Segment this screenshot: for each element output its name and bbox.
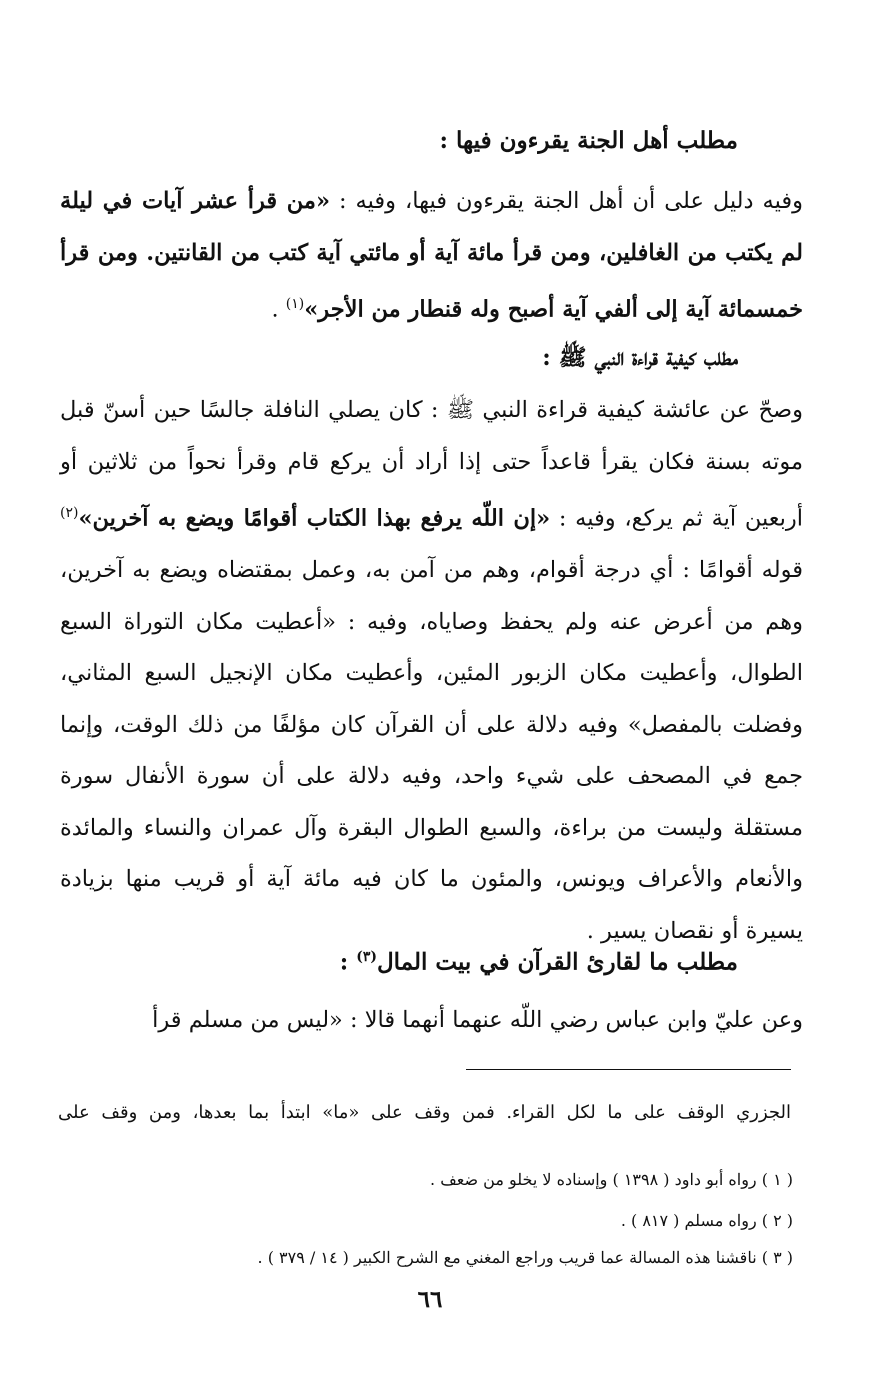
heading-text: مطلب أهل الجنة يقرءون فيها :	[439, 127, 738, 154]
section-heading-prophet-recitation	[60, 341, 738, 375]
paragraph-text: وعن عليّ وابن عباس رضي اللّه عنهما أنهما قالا : «ليس من مسلم قرأ	[152, 1007, 803, 1033]
footnote-continuation: الجزري الوقف على ما لكل القراء. فمن وقف على «ما» ابتدأ بما بعدها، ومن وقف على	[58, 1102, 791, 1123]
paragraph-treasury	[60, 995, 803, 1047]
paragraph-intro: وفيه دليل على أن أهل الجنة يقرءون فيها، وفيه :	[338, 188, 803, 214]
paragraph-text-part2: قوله أقوامًا : أي درجة أقوام، وهم من آمن به، وعمل بمقتضاه ويضع به آخرين، وهم من أعرض عنه ولم يحفظ وصاياه، وفيه : «أعطيت مكان التوراة السبع الطوال، وأعطيت مكان الزبور المئين، وأعطيت مكان الإنجيل السبع المثاني، وفضلت بالمفصل» وفيه دلالة على أن القرآن كان مؤلفًا من ذلك الوقت، وإنما جمع في المصحف على شيء واحد، وفيه دلالة على أن سورة الأنفال سورة مستقلة وليست من براءة، والسبع الطوال البقرة وآل عمران والنساء والمائدة والأنعام والأعراف ويونس، والمئون ما كان فيه مائة آية أو قريب منها بزيادة يسيرة أو نقصان يسير .	[60, 557, 803, 944]
hadith-quote: «إن اللّه يرفع بهذا الكتاب أقوامًا ويضع به آخرين»	[78, 505, 551, 532]
footnote-ref-2: (٢)	[60, 505, 79, 521]
footnote-2: ( ٢ ) رواه مسلم ( ٨١٧ ) .	[620, 1211, 793, 1230]
hadith-quote: «من قرأ عشر آيات في ليلة لم يكتب من الغافلين، ومن قرأ مائة آية أو مائتي آية كتب من القانتين. ومن قرأ خمسمائة آية إلى ألفي آية أصبح وله قنطار من الأجر»	[60, 188, 803, 323]
footnote-separator	[466, 1069, 791, 1070]
section-heading-treasury	[60, 940, 738, 980]
page-number: ٦٦	[417, 1286, 443, 1313]
paragraph-text-part1: وصحّ عن عائشة كيفية قراءة النبي ﷺ : كان يصلي النافلة جالسًا حين أسنّ قبل موته بسنة فكان يقرأ قاعداً حتى إذا أراد أن يركع قام وقرأ نحواً من ثلاثين أو أربعين آية ثم يركع، وفيه :	[60, 397, 804, 532]
heading-end: :	[339, 948, 357, 976]
footnote-1: ( ١ ) رواه أبو داود ( ١٣٩٨ ) وإسناده لا يخلو من ضعف .	[430, 1170, 793, 1189]
paragraph-paradise-reading	[60, 176, 803, 336]
footnote-ref-3: (٣)	[356, 949, 377, 965]
section-heading-reading-in-paradise	[60, 124, 738, 158]
heading-text: مطلب ما لقارئ القرآن في بيت المال	[376, 948, 738, 976]
footnote-ref-1: (١)	[285, 296, 305, 312]
footnote-3: ( ٣ ) ناقشنا هذه المسالة عما قريب وراجع المغني مع الشرح الكبير ( ١٤ / ٣٧٩ ) .	[257, 1248, 793, 1267]
heading-text: مطلب كيفية قراءة النبي ﷺ :	[542, 344, 738, 371]
paragraph-prophet-recitation	[60, 385, 803, 957]
paragraph-end: .	[271, 296, 286, 323]
